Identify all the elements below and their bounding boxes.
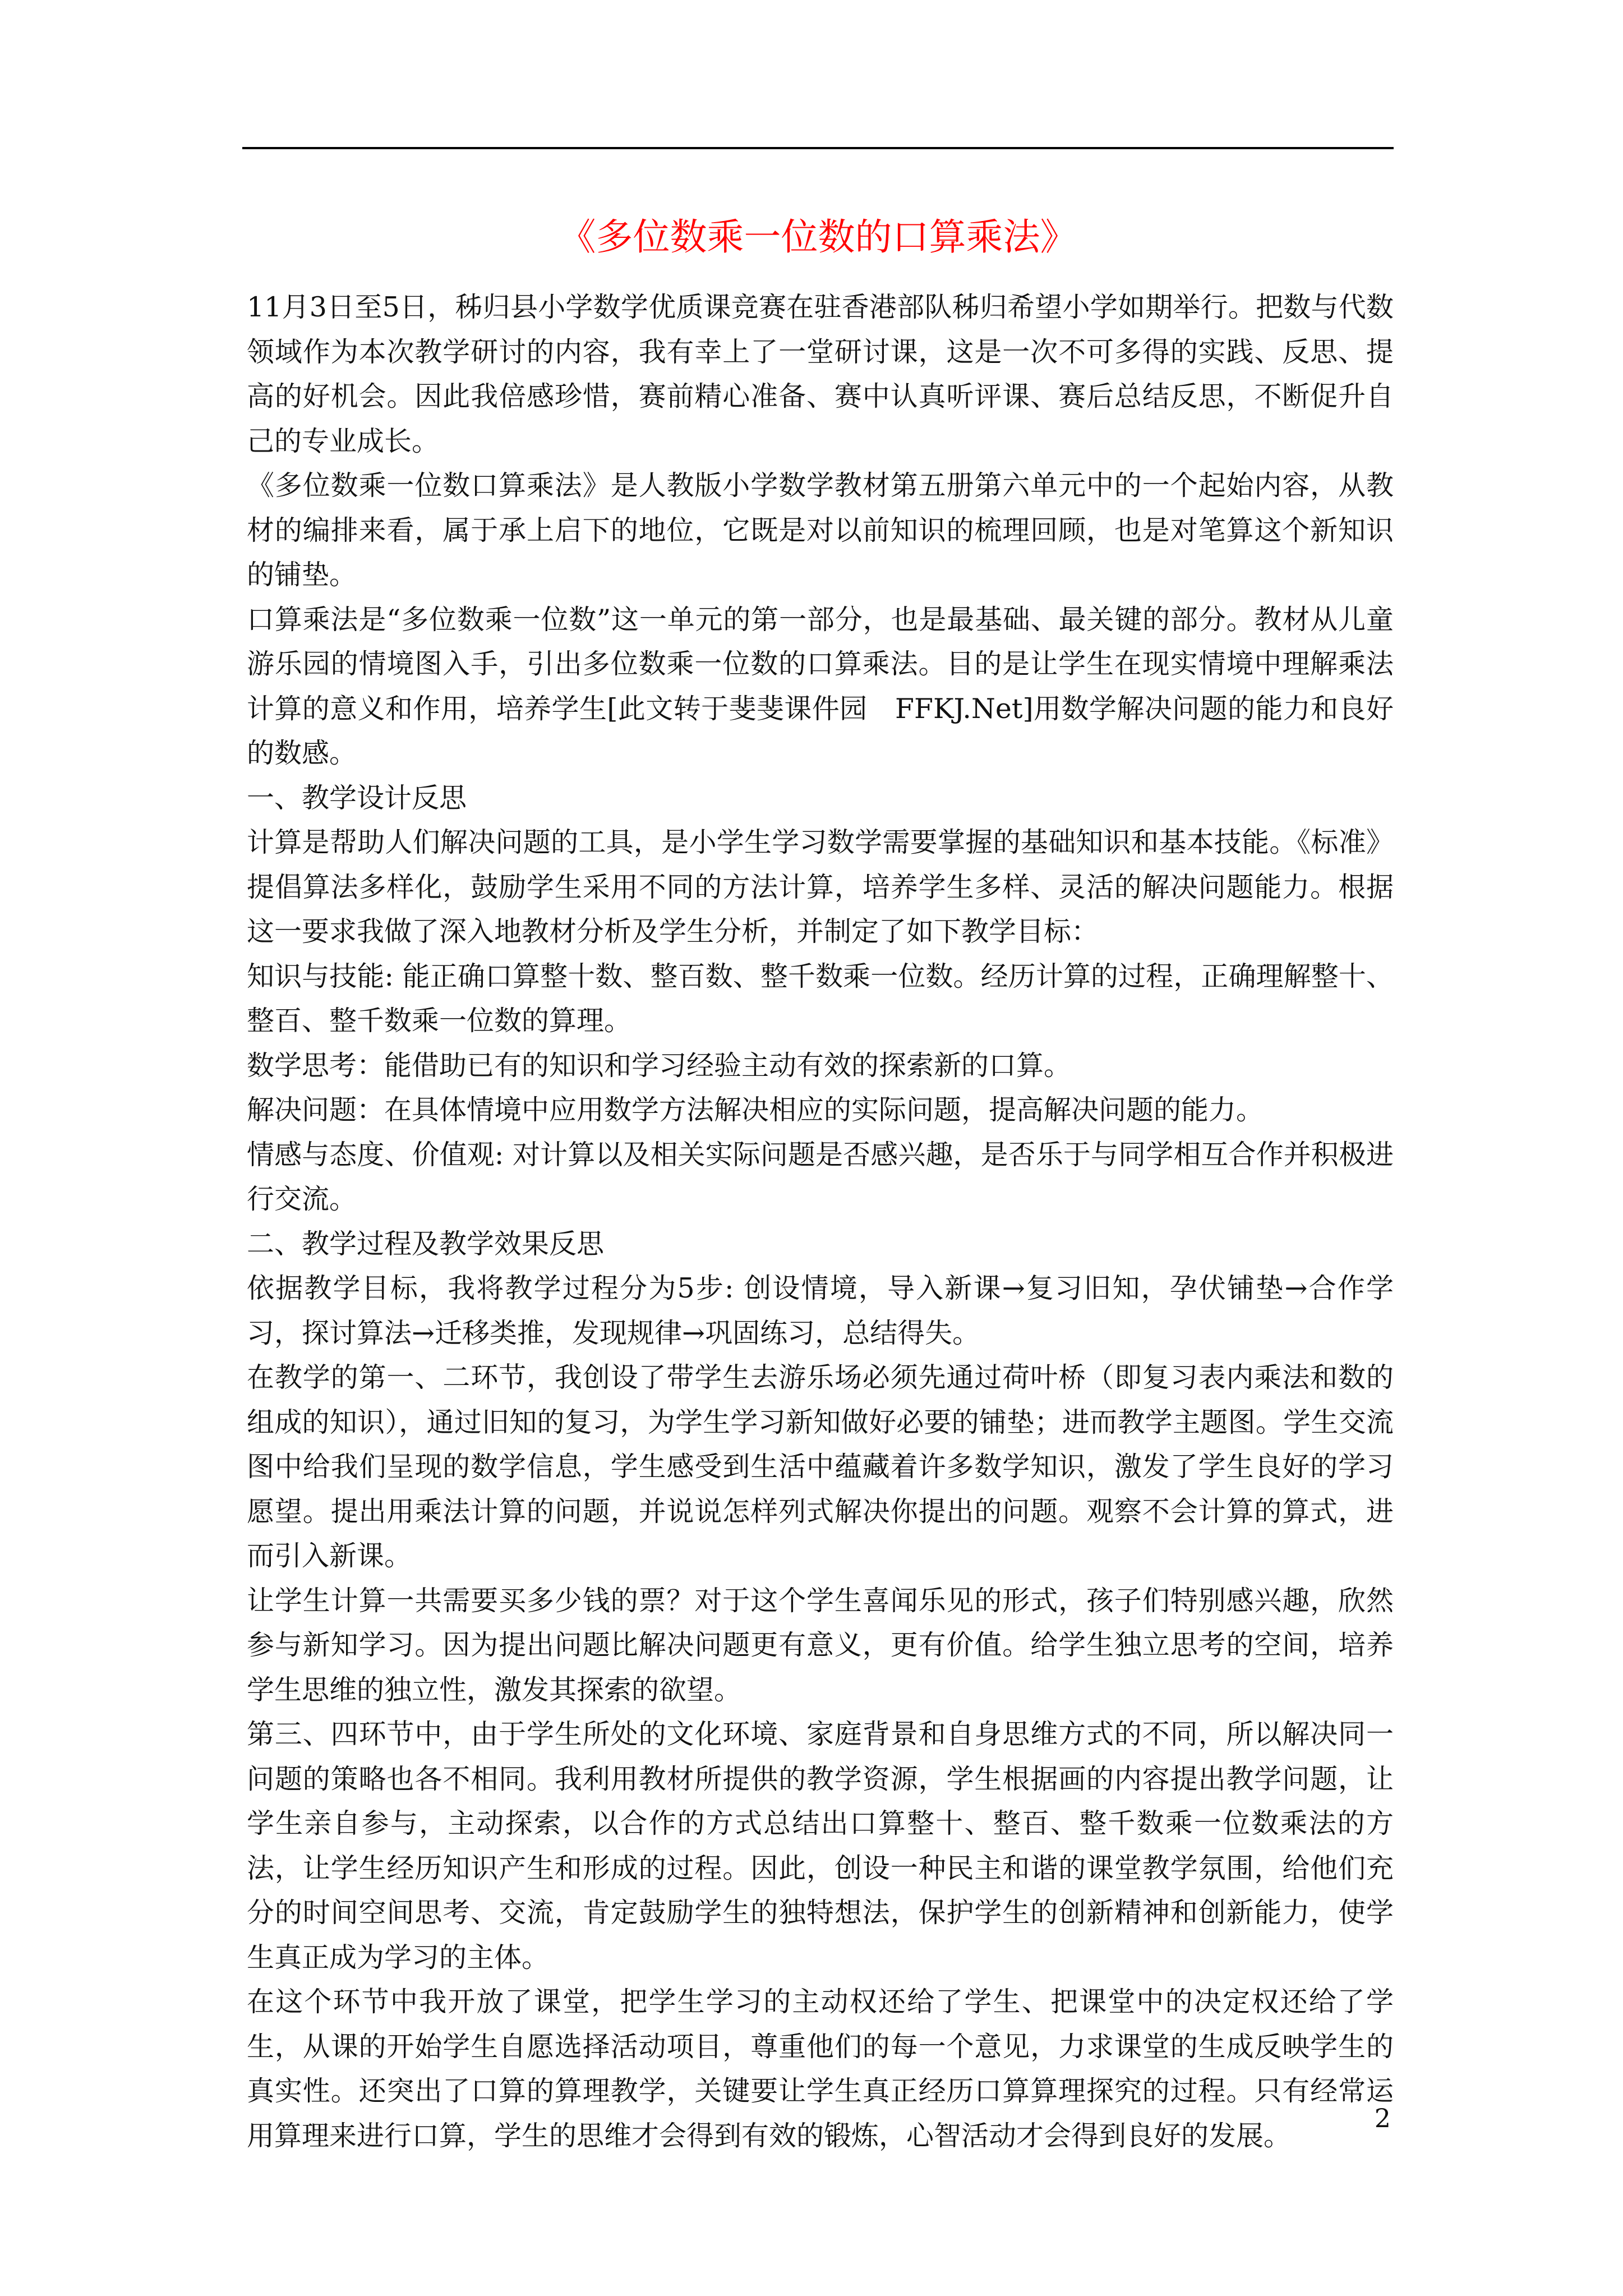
header-rule xyxy=(242,147,1394,149)
paragraph-five-steps: 依据教学目标，我将教学过程分为5步: 创设情境，导入新课→复习旧知，孕伏铺垫→合作学习，探讨算法→迁移类推，发现规律→巩固练习，总结得失。 xyxy=(247,1272,1394,1349)
paragraph-ticket-question: 让学生计算一共需要买多少钱的票？对于这个学生喜闻乐见的形式，孩子们特别感兴趣，欣然参与新知学习。因为提出问题比解决问题更有意义，更有价值。给学生独立思考的空间，培养学生思维的独立性，激发其探索的欲望。 xyxy=(247,1584,1394,1706)
paragraph-calculation-tool: 计算是帮助人们解决问题的工具，是小学生学习数学需要掌握的基础知识和基本技能。《标准》提倡算法多样化，鼓励学生采用不同的方法计算，培养学生多样、灵活的解决问题能力。根据这一要求我做了深入地教材分析及学生分析，并制定了如下教学目标： xyxy=(247,826,1394,947)
paragraph-goal-attitude: 情感与态度、价值观: 对计算以及相关实际问题是否感兴趣，是否乐于与同学相互合作并积极进行交流。 xyxy=(247,1138,1394,1215)
paragraph-open-classroom: 在这个环节中我开放了课堂，把学生学习的主动权还给了学生、把课堂中的决定权还给了学生，从课的开始学生自愿选择活动项目，尊重他们的每一个意见，力求课堂的生成反映学生的真实性。还突出了口算的算理教学，关键要让学生真正经历口算算理探究的过程。只有经常运用算理来进行口算，学生的思维才会得到有效的锻炼，心智活动才会得到良好的发展。 xyxy=(247,1986,1394,2152)
section-heading-process-reflection: 二、教学过程及教学效果反思 xyxy=(247,1227,605,1260)
page-number: 2 xyxy=(1374,2103,1391,2133)
paragraph-first-second-steps: 在教学的第一、二环节，我创设了带学生去游乐场必须先通过荷叶桥（即复习表内乘法和数的组成的知识），通过旧知的复习，为学生学习新知做好必要的铺垫；进而教学主题图。学生交流图中给我们呈现的数学信息，学生感受到生活中蕴藏着许多数学知识，激发了学生良好的学习愿望。提出用乘法计算的问题，并说说怎样列式解决你提出的问题。观察不会计算的算式，进而引入新课。 xyxy=(247,1361,1394,1572)
document-body xyxy=(247,285,1394,2158)
paragraph-goal-problem-solving: 解决问题：在具体情境中应用数学方法解决相应的实际问题，提高解决问题的能力。 xyxy=(247,1094,1264,1126)
document-title: 《多位数乘一位数的口算乘法》 xyxy=(559,215,1077,259)
paragraph-goal-thinking: 数学思考：能借助已有的知识和学习经验主动有效的探索新的口算。 xyxy=(247,1049,1072,1082)
paragraph-goal-knowledge: 知识与技能: 能正确口算整十数、整百数、整千数乘一位数。经历计算的过程，正确理解整十、整百、整千数乘一位数的算理。 xyxy=(247,960,1394,1037)
section-heading-design-reflection: 一、教学设计反思 xyxy=(247,781,467,814)
paragraph-intro: 11月3日至5日，秭归县小学数学优质课竞赛在驻香港部队秭归希望小学如期举行。把数与代数领域作为本次教学研讨的内容，我有幸上了一堂研讨课，这是一次不可多得的实践、反思、提高的好机会。因此我倍感珍惜，赛前精心准备、赛中认真听评课、赛后总结反思，不断促升自己的专业成长。 xyxy=(247,291,1394,457)
paragraph-lesson-position: 《多位数乘一位数口算乘法》是人教版小学数学教材第五册第六单元中的一个起始内容，从教材的编排来看，属于承上启下的地位，它既是对以前知识的梳理回顾，也是对笔算这个新知识的铺垫。 xyxy=(247,470,1394,591)
paragraph-third-fourth-steps: 第三、四环节中，由于学生所处的文化环境、家庭背景和自身思维方式的不同，所以解决同一问题的策略也各不相同。我利用教材所提供的教学资源，学生根据画的内容提出教学问题，让学生亲自参与，主动探索，以合作的方式总结出口算整十、整百、整千数乘一位数乘法的方法，让学生经历知识产生和形成的过程。因此，创设一种民主和谐的课堂教学氛围，给他们充分的时间空间思考、交流，肯定鼓励学生的独特想法，保护学生的创新精神和创新能力，使学生真正成为学习的主体。 xyxy=(247,1718,1394,1973)
paragraph-oral-multiplication: 口算乘法是“多位数乘一位数”这一单元的第一部分，也是最基础、最关键的部分。教材从儿童游乐园的情境图入手，引出多位数乘一位数的口算乘法。目的是让学生在现实情境中理解乘法计算的意义和作用，培养学生[此文转于斐斐课件园 FFKJ.Net]用数学解决问题的能力和良好的数感。 xyxy=(247,603,1394,769)
